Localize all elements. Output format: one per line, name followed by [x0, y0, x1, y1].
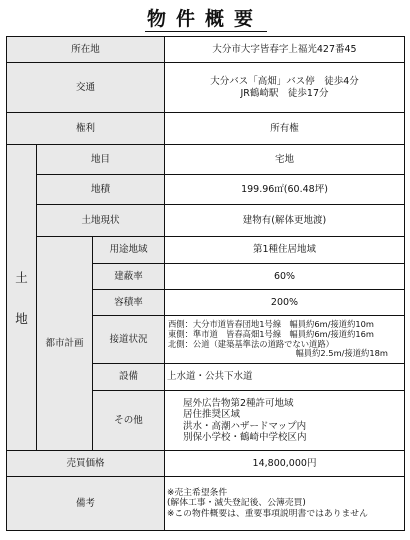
facilities-value: 上水道・公共下水道	[165, 364, 405, 391]
coverage-label: 建蔽率	[93, 264, 165, 290]
price-label: 売買価格	[7, 451, 165, 477]
land-group-char: 土	[15, 269, 28, 285]
notes-value	[165, 477, 405, 531]
property-summary-table	[6, 36, 405, 531]
page-title: 物件概要	[146, 8, 263, 30]
land-group-label	[7, 145, 37, 451]
land-status-label: 土地現状	[37, 205, 165, 237]
road-line: 東側：準市道 皆春高畑1号線 幅員約6m/接道約16m	[168, 328, 375, 339]
notes-label: 備考	[7, 477, 165, 531]
transport-line: 大分バス「高畑」バス停 徒歩4分	[210, 76, 359, 88]
road-line: 北側：公道（建築基準法の道路でない道路）	[168, 338, 334, 349]
far-value: 200%	[165, 290, 405, 316]
row-land-area	[7, 175, 405, 205]
row-land-status	[7, 205, 405, 237]
other-label: その他	[93, 391, 165, 451]
road-access-value	[165, 316, 405, 364]
rights-value: 所有権	[165, 113, 405, 145]
title-underline	[145, 31, 267, 32]
other-line: 居住推奨区域	[183, 409, 241, 421]
row-location	[7, 37, 405, 63]
row-rights	[7, 113, 405, 145]
zoning-label: 用途地域	[93, 237, 165, 264]
price-value: 14,800,000円	[165, 451, 405, 477]
road-access-label: 接道状況	[93, 316, 165, 364]
notes-line: (解体工事・滅失登記後、公簿売買)	[167, 498, 306, 509]
road-line: 西側：大分市道皆春団地1号線 幅員約6m/接道約10m	[168, 318, 375, 329]
zoning-value: 第1種住居地域	[165, 237, 405, 264]
land-status-value: 建物有(解体更地渡)	[165, 205, 405, 237]
land-category-label: 地目	[37, 145, 165, 175]
notes-line: ※売主希望条件	[167, 487, 228, 498]
transport-value	[165, 63, 405, 113]
land-area-label: 地積	[37, 175, 165, 205]
urban-planning-label: 都市計画	[37, 237, 93, 451]
transport-label: 交通	[7, 63, 165, 113]
row-transport	[7, 63, 405, 113]
row-notes	[7, 477, 405, 531]
other-line: 屋外広告物第2種許可地域	[183, 397, 294, 409]
coverage-value: 60%	[165, 264, 405, 290]
notes-line: ※この物件概要は、重要事項説明書ではありません	[167, 508, 368, 519]
location-label: 所在地	[7, 37, 165, 63]
location-value: 大分市大字皆春字上福光427番45	[165, 37, 405, 63]
land-group-char: 地	[15, 310, 28, 326]
road-line: 幅員約2.5m/接道約18m	[295, 348, 388, 359]
row-price	[7, 451, 405, 477]
facilities-label: 設備	[93, 364, 165, 391]
other-value	[165, 391, 405, 451]
transport-line: JR鶴崎駅 徒歩17分	[240, 87, 329, 99]
rights-label: 権利	[7, 113, 165, 145]
row-land-category	[7, 145, 405, 175]
far-label: 容積率	[93, 290, 165, 316]
land-category-value: 宅地	[165, 145, 405, 175]
other-line: 別保小学校・鶴崎中学校区内	[183, 431, 307, 443]
land-area-value: 199.96㎡(60.48坪)	[165, 175, 405, 205]
row-zoning	[7, 237, 405, 264]
other-line: 洪水・高潮ハザードマップ内	[183, 420, 307, 432]
